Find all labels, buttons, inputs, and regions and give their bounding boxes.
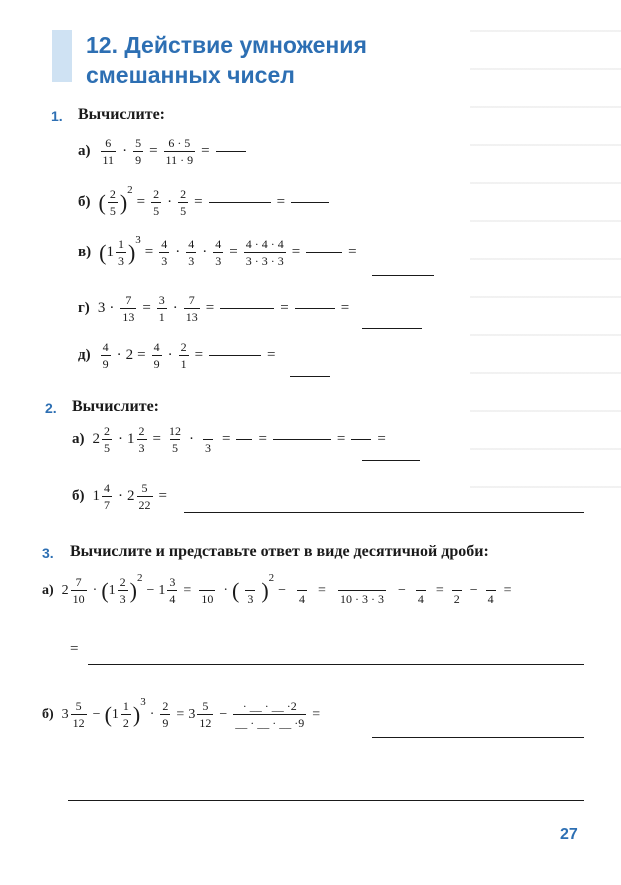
fraction: $\frac{4 \cdot 4 \cdot 4}{3 \cdot 3 \cdot 3}$ xyxy=(245,237,284,268)
fraction: $\frac{5}{22}$ xyxy=(138,481,151,512)
fraction: 1 2 xyxy=(122,699,129,730)
fraction: 5 12 xyxy=(72,699,85,730)
task1-a: а) 6 11 · $\frac{5}{9}$ = $\frac{6 \cdot 5}{11 \cdot 9}$ = xyxy=(78,137,248,166)
bleed-through-text xyxy=(470,30,621,490)
fraction: $\frac{2}{3}$ xyxy=(138,424,145,455)
answer-fraction-blank[interactable] xyxy=(220,295,274,322)
answer-fraction-blank[interactable] xyxy=(216,138,246,165)
fraction: $\frac{7}{13}$ xyxy=(122,293,135,324)
task1-d: д) 4 9 · 2 = $\frac{4}{9}$ · $\frac{2}{1}$ = = xyxy=(78,340,276,371)
page-number: 27 xyxy=(560,826,578,843)
fraction: 6 11 xyxy=(102,136,115,167)
page-title: 12. Действие умножения смешанных чисел xyxy=(86,32,367,88)
answer-fraction-blank[interactable] xyxy=(209,342,261,369)
fraction: $\frac{3}{1}$ xyxy=(158,293,165,324)
fraction: $\frac{4}{3}$ xyxy=(215,237,222,268)
fraction-partial[interactable]: 4 xyxy=(299,591,306,606)
fraction: 4 7 xyxy=(104,481,110,512)
answer-fraction-blank[interactable] xyxy=(273,426,331,453)
answer-line[interactable] xyxy=(68,800,584,801)
task2-a: а) 2 2 5 · 1 $\frac{2}{3}$ = $\frac{12}{5}$ · 3 = = = = xyxy=(72,424,386,455)
answer-line[interactable] xyxy=(184,512,584,513)
task2-text: Вычислите: xyxy=(72,398,159,415)
fraction: 4 3 xyxy=(188,237,195,268)
fraction: $\frac{5}{9}$ xyxy=(135,136,142,167)
answer-line[interactable] xyxy=(362,328,422,329)
fraction: 7 10 xyxy=(72,575,85,606)
fraction-partial[interactable]: 3 xyxy=(247,591,254,606)
answer-line[interactable] xyxy=(362,460,420,461)
answer-line[interactable] xyxy=(372,275,434,276)
fraction: $\frac{2}{5}$ xyxy=(180,187,187,218)
fraction: $\frac{2}{1}$ xyxy=(180,340,187,371)
task3-number: 3. xyxy=(42,545,54,561)
fraction: $\frac{7}{13}$ xyxy=(185,293,198,324)
task1-b: б) ( 2 5 ) 2 = $\frac{2}{5}$ · $\frac{2}{5}$ = = xyxy=(78,188,331,217)
fraction: $\frac{4}{9}$ xyxy=(153,340,160,371)
fraction-template[interactable]: $\frac{\cdot \_\_ \cdot \_\_ \cdot 2}{\_\_ \cdot \_\_ \cdot \_\_ \cdot 9}$ xyxy=(235,699,305,730)
answer-fraction-blank[interactable] xyxy=(351,426,371,453)
answer-line[interactable] xyxy=(290,376,330,377)
fraction: 4 9 xyxy=(102,340,109,371)
fraction: $\frac{12}{5}$ xyxy=(168,424,181,455)
fraction-partial[interactable]: 3 xyxy=(204,440,211,455)
task1-number: 1. xyxy=(51,108,63,124)
fraction: $\frac{4}{3}$ xyxy=(161,237,168,268)
fraction: 5 12 xyxy=(199,699,212,730)
answer-fraction-blank[interactable] xyxy=(291,189,329,216)
fraction: $\frac{3}{4}$ xyxy=(169,575,176,606)
fraction: $\frac{2}{5}$ xyxy=(153,187,160,218)
answer-fraction-blank[interactable] xyxy=(236,426,252,453)
task3-a: а) 2 7 10 · ( 1 2 3 ) 2 − 1 $\frac{3}{4}$ = 10 · ( 3 ) 2 − 4 = 10 · 3 · 3 − 4 = 2 − 4 = xyxy=(42,572,512,606)
fraction: $\frac{6 \cdot 5}{11 \cdot 9}$ xyxy=(165,136,194,167)
fraction: 2 5 xyxy=(109,187,116,218)
task3-b: б) 3 5 12 − ( 1 1 2 ) 3 · $\frac{2}{9}$ = 3 5 12 − $\frac{\cdot \_\_ \cdot \_\_ \cdot 2}{\_\_ \cdot \_\_ \cdot \_\_ \cdot 9}$ = xyxy=(42,696,321,730)
answer-line[interactable] xyxy=(372,737,584,738)
task2-number: 2. xyxy=(45,400,57,416)
answer-line[interactable] xyxy=(88,664,584,665)
task3-text: Вычислите и представьте ответ в виде десятичной дроби: xyxy=(70,543,489,560)
fraction-partial[interactable]: 4 xyxy=(487,591,494,606)
task1-text: Вычислите: xyxy=(78,106,165,123)
fraction-partial[interactable]: 2 xyxy=(453,591,460,606)
fraction: 2 3 xyxy=(119,575,126,606)
answer-fraction-blank[interactable] xyxy=(306,239,342,266)
fraction: 1 3 xyxy=(117,237,124,268)
answer-fraction-blank[interactable] xyxy=(295,295,335,322)
task3-a-continuation: = xyxy=(70,641,79,657)
fraction-partial[interactable]: 10 xyxy=(201,591,214,606)
task2-b: б) 1 4 7 · 2 $\frac{5}{22}$ = xyxy=(72,481,167,512)
answer-fraction-blank[interactable] xyxy=(209,189,271,216)
fraction-partial[interactable]: 4 xyxy=(417,591,424,606)
task1-g: г) 3 · $\frac{7}{13}$ = $\frac{3}{1}$ · $\frac{7}{13}$ = = = xyxy=(78,293,350,324)
fraction-partial[interactable]: 10 · 3 · 3 xyxy=(339,591,384,606)
fraction: 2 5 xyxy=(104,424,110,455)
task1-v: в) ( 1 1 3 ) 3 = $\frac{4}{3}$ · 4 3 · $\frac{4}{3}$ = $\frac{4 \cdot 4 \cdot 4}{3 \cdot 3 \cdot 3}$ = = xyxy=(78,234,357,268)
title-accent-bar xyxy=(52,30,72,82)
fraction: $\frac{2}{9}$ xyxy=(162,699,169,730)
